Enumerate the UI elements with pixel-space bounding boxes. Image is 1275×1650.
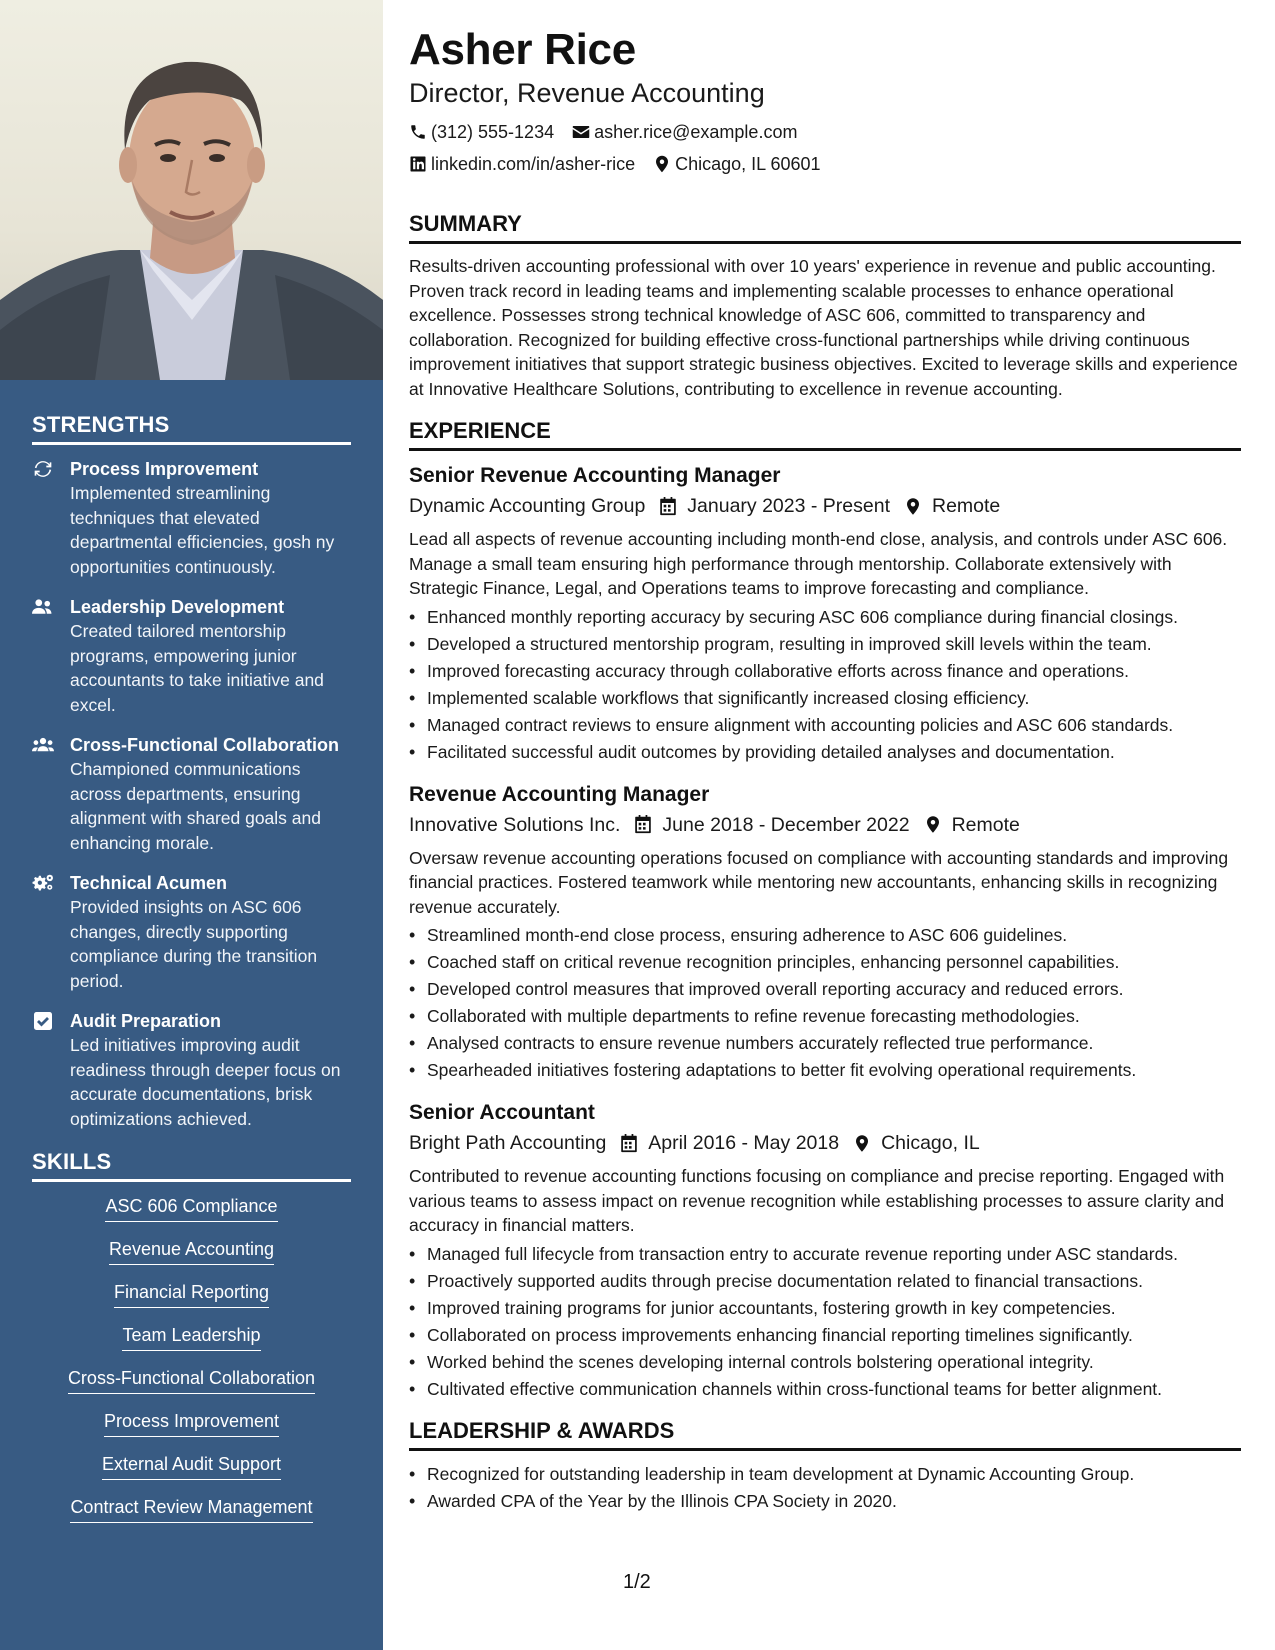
strength-desc: Championed communications across departments, ensuring alignment with shared goals and enhancing morale. — [70, 759, 321, 853]
bullet-item: • Developed a structured mentorship program, resulting in improved skill levels within the team. — [409, 631, 1241, 658]
strength-title: Leadership Development — [70, 597, 285, 617]
summary-heading: SUMMARY — [409, 210, 1241, 244]
job-meta — [409, 810, 1241, 840]
skill-item — [32, 1452, 351, 1480]
bullet-item: • Proactively supported audits through precise documentation related to financial transactions. — [409, 1268, 1241, 1295]
skill-label: Revenue Accounting — [109, 1237, 274, 1265]
bullet-item: • Collaborated on process improvements enhancing financial reporting timelines significantly. — [409, 1322, 1241, 1349]
email-text: asher.rice@example.com — [594, 122, 798, 142]
award-item: • Recognized for outstanding leadership in team development at Dynamic Accounting Group. — [409, 1461, 1241, 1488]
candidate-name: Asher Rice — [409, 25, 636, 74]
awards-list — [409, 1461, 1241, 1515]
skill-label: Financial Reporting — [114, 1280, 269, 1308]
skill-item — [32, 1323, 351, 1351]
contact-row — [409, 116, 1241, 148]
strength-desc: Led initiatives improving audit readiness through deeper focus on accurate documentations, brisk optimizations achieved. — [70, 1035, 341, 1129]
linkedin-item[interactable] — [409, 148, 635, 180]
contact-row — [409, 148, 1241, 180]
job-company: Bright Path Accounting — [409, 1132, 607, 1154]
job-location: Chicago, IL — [881, 1132, 980, 1154]
job-entry — [409, 1098, 1241, 1403]
skill-item — [32, 1409, 351, 1437]
job-description: Lead all aspects of revenue accounting including month-end close, analysis, and controls under ASC 606. Manage a small team ensuring high performance through mentorship. Collaborate extensively with Strategic Finance, Legal, and Operations teams to improve forecasting and compliance. — [409, 529, 1228, 598]
users-icon — [32, 595, 70, 717]
bullet-item: • Improved training programs for junior accountants, fostering growth in key competencies. — [409, 1295, 1241, 1322]
award-item: • Awarded CPA of the Year by the Illinois CPA Society in 2020. — [409, 1488, 1241, 1515]
phone-icon — [409, 123, 427, 141]
job-meta — [409, 1128, 1241, 1158]
job-bullets — [409, 1241, 1241, 1403]
main-content — [409, 24, 1241, 1515]
job-bullets — [409, 604, 1241, 766]
location-text: Chicago, IL 60601 — [675, 154, 821, 174]
sync-icon — [32, 457, 70, 579]
job-location-wrap — [924, 810, 1020, 840]
job-bullets — [409, 922, 1241, 1084]
experience-section — [409, 417, 1241, 1403]
awards-section — [409, 1417, 1241, 1515]
skill-item — [32, 1237, 351, 1265]
map-pin-icon — [904, 497, 922, 516]
linkedin-text: linkedin.com/in/asher-rice — [431, 154, 636, 174]
map-pin-icon — [924, 815, 942, 834]
bullet-item: • Coached staff on critical revenue recognition principles, enhancing personnel capabilities. — [409, 949, 1241, 976]
job-description: Contributed to revenue accounting functions focusing on compliance and precise reporting. Engaged with various teams to assess impact on revenue recognition while establishing processes to assure clarity and accuracy in financial matters. — [409, 1166, 1225, 1235]
skill-item — [32, 1280, 351, 1308]
strength-item — [32, 733, 351, 855]
skill-label: Cross-Functional Collaboration — [68, 1366, 315, 1394]
job-entry — [409, 461, 1241, 766]
strength-item — [32, 1009, 351, 1131]
portrait-illustration — [0, 0, 383, 380]
bullet-item: • Managed full lifecycle from transaction entry to accurate revenue reporting under ASC standards. — [409, 1241, 1241, 1268]
bullet-item: • Improved forecasting accuracy through collaborative efforts across finance and operations. — [409, 658, 1241, 685]
envelope-icon — [572, 123, 590, 141]
strength-title: Audit Preparation — [70, 1011, 222, 1031]
strength-title: Technical Acumen — [70, 873, 228, 893]
strength-desc: Implemented streamlining techniques that elevated departmental efficiencies, gosh ny opportunities continuously. — [70, 483, 335, 577]
bullet-item: • Implemented scalable workflows that significantly increased closing efficiency. — [409, 685, 1241, 712]
job-dates-wrap — [659, 491, 890, 521]
job-dates: January 2023 - Present — [687, 495, 890, 517]
candidate-title: Director, Revenue Accounting — [409, 78, 765, 108]
phone-item[interactable] — [409, 116, 554, 148]
job-dates-wrap — [620, 1128, 839, 1158]
calendar-icon — [620, 1134, 638, 1153]
skill-label: External Audit Support — [102, 1452, 281, 1480]
skill-item — [32, 1194, 351, 1222]
bullet-item: • Enhanced monthly reporting accuracy by securing ASC 606 compliance during financial closings. — [409, 604, 1241, 631]
map-pin-icon — [653, 155, 671, 173]
job-dates: June 2018 - December 2022 — [662, 813, 910, 836]
linkedin-icon — [409, 155, 427, 173]
job-description: Oversaw revenue accounting operations focused on compliance with accounting standards and improving financial practices. Fostered teamwork while mentoring new accountants, enhancing skills in recognizing revenue accurately. — [409, 847, 1229, 917]
job-title: Senior Accountant — [409, 1101, 595, 1124]
job-dates: April 2016 - May 2018 — [648, 1132, 840, 1154]
strengths-heading: STRENGTHS — [32, 412, 351, 445]
skill-item — [32, 1366, 351, 1394]
job-location-wrap — [904, 491, 1000, 521]
awards-heading: LEADERSHIP & AWARDS — [409, 1417, 1241, 1451]
job-company: Dynamic Accounting Group — [409, 495, 646, 517]
page-number: 1/2 — [623, 1571, 651, 1593]
strength-title: Cross-Functional Collaboration — [70, 735, 340, 755]
bullet-item: • Developed control measures that improved overall reporting accuracy and reduced errors. — [409, 976, 1241, 1003]
skills-list — [32, 1194, 351, 1523]
job-title: Senior Revenue Accounting Manager — [409, 464, 781, 487]
profile-photo — [0, 0, 383, 380]
strength-desc: Provided insights on ASC 606 changes, directly supporting compliance during the transition period. — [70, 897, 318, 991]
location-item — [653, 148, 820, 180]
bullet-item: • Managed contract reviews to ensure alignment with accounting policies and ASC 606 standards. — [409, 712, 1241, 739]
skill-label: Team Leadership — [122, 1323, 260, 1351]
bullet-item: • Worked behind the scenes developing internal controls bolstering operational integrity. — [409, 1349, 1241, 1376]
job-meta — [409, 491, 1241, 521]
bullet-item: • Streamlined month-end close process, ensuring adherence to ASC 606 guidelines. — [409, 922, 1241, 949]
calendar-icon — [634, 815, 652, 834]
skill-label: ASC 606 Compliance — [105, 1194, 277, 1222]
job-title: Revenue Accounting Manager — [409, 782, 710, 806]
summary-section — [409, 210, 1241, 401]
strength-desc: Created tailored mentorship programs, empowering junior accountants to take initiative and excel. — [70, 621, 324, 715]
skill-label: Process Improvement — [104, 1409, 279, 1437]
strength-item — [32, 457, 351, 579]
job-location-wrap — [853, 1128, 980, 1158]
skill-label: Contract Review Management — [70, 1495, 312, 1523]
bullet-item: • Collaborated with multiple departments to refine revenue forecasting methodologies. — [409, 1003, 1241, 1030]
job-location: Remote — [932, 495, 1001, 517]
summary-text: Results-driven accounting professional with over 10 years' experience in revenue and public accounting. Proven track record in leading teams and implementing scalable processes to enhance operational excellence. Possesses strong technical knowledge of ASC 606, committed to transparency and collaboration. Recognized for building effective cross-functional partnerships while driving continuous improvement initiatives that support strategic business objectives. Excited to leverage skills and experience at Innovative Healthcare Solutions, contributing to excellence in revenue accounting. — [409, 256, 1238, 399]
phone-text: (312) 555-1234 — [431, 122, 555, 142]
strength-item — [32, 871, 351, 993]
job-entry — [409, 780, 1241, 1085]
map-pin-icon — [853, 1134, 871, 1153]
skill-item — [32, 1495, 351, 1523]
strength-item — [32, 595, 351, 717]
users-group-icon — [32, 733, 70, 855]
bullet-item: • Facilitated successful audit outcomes by providing detailed analyses and documentation. — [409, 739, 1241, 766]
email-item[interactable] — [572, 116, 797, 148]
job-location: Remote — [951, 813, 1020, 836]
calendar-icon — [659, 497, 677, 516]
check-square-icon — [32, 1009, 70, 1131]
bullet-item: • Cultivated effective communication channels within cross-functional teams for better alignment. — [409, 1376, 1241, 1403]
skills-heading: SKILLS — [32, 1149, 351, 1182]
bullet-item: • Spearheaded initiatives fostering adaptations to better fit evolving operational requirements. — [409, 1057, 1241, 1084]
job-company: Innovative Solutions Inc. — [409, 813, 621, 836]
strength-title: Process Improvement — [70, 459, 259, 479]
sidebar — [0, 0, 383, 1650]
bullet-item: • Analysed contracts to ensure revenue numbers accurately reflected true performance. — [409, 1030, 1241, 1057]
experience-heading: EXPERIENCE — [409, 417, 1241, 451]
job-dates-wrap — [634, 810, 909, 840]
gears-icon — [32, 871, 70, 993]
